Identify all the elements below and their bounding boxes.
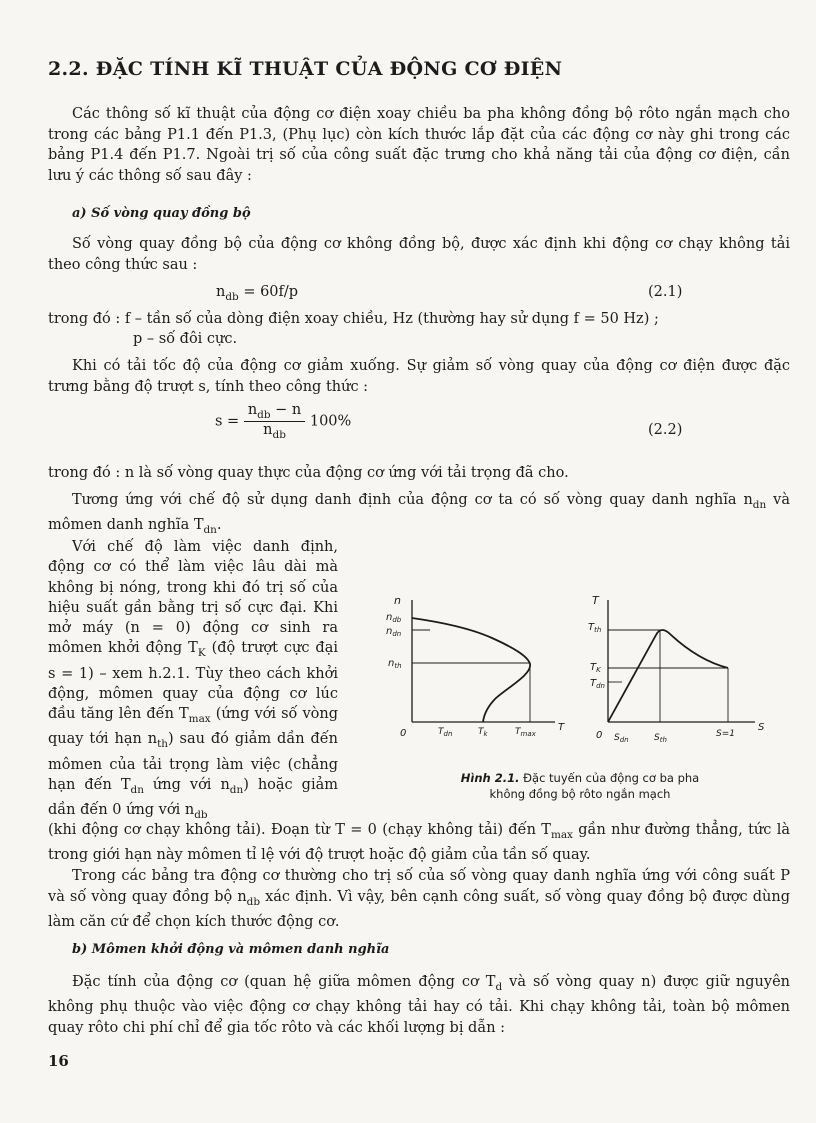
right-tdn-label: $T_{dn}$ [590, 678, 605, 690]
right-tth-label: $T_{th}$ [588, 622, 602, 634]
paragraph-slip: Khi có tải tốc độ của động cơ giảm xuống. Sự giảm số vòng quay của động cơ điện được đặc trưng bằng độ trượt s, tính theo công thức : [48, 358, 790, 395]
left-x-label: T [558, 722, 565, 733]
left-y-label: n [394, 594, 401, 607]
where-clause-1: trong đó : f – tần số của dòng điện xoay chiều, Hz (thường hay sử dụng f = 50 Hz) ; [48, 311, 659, 327]
paragraph-starting-torque: Với chế độ làm việc danh định, động cơ có thể làm việc lâu dài mà không bị nóng, trong khi đó trị số của hiệu suất gần bằng trị số cực đại. Khi mở máy (n = 0) động cơ sinh ra mômen khởi động $T_K$ (độ trượt cực đại s = 1) – xem h.2.1. Tùy theo cách khởi động, mômen quay của động cơ lúc đầu tăng lên đến $T_{max}$ (ứng với số vòng quay tới hạn $n_{th}$) sau đó giảm dần đến mômen của tải trọng làm việc (chẳng hạn đến $T_{dn}$ ứng với $n_{dn}$) hoặc giảm dần đến 0 ứng với $n_{db}$ [48, 539, 339, 822]
paragraph-intro: Các thông số kĩ thuật của động cơ điện xoay chiều ba pha không đồng bộ rôto ngắn mạch cho trong các bảng P1.1 đến P1.3, (Phụ lục) còn kích thước lắp đặt của các động cơ này ghi trong các bảng P1.4 đến P1.7. Ngoài trị số của công suất đặc trưng cho khả năng tải của động cơ điện, cần lưu ý các thông số sau đây : [48, 106, 790, 184]
paragraph-selection: Trong các bảng tra động cơ thường cho trị số của số vòng quay danh nghĩa ứng với công suất P và số vòng quay đồng bộ $n_{db}$ xác định. Vì vậy, bên cạnh công suất, số vòng quay đồng bộ được dùng làm căn cứ để chọn kích thước động cơ. [48, 868, 790, 930]
subheading-b: b) Mômen khởi động và mômen danh nghĩa [72, 942, 390, 957]
right-tk-label: $T_K$ [590, 662, 601, 674]
left-tk-label: $T_k$ [478, 727, 488, 738]
right-sdn-label: $S_{dn}$ [614, 733, 629, 744]
left-speed-torque-curve [412, 618, 530, 722]
paragraph-sync-speed: Số vòng quay đồng bộ của động cơ không đồng bộ, được xác định khi động cơ chạy không tải theo công thức sau : [48, 236, 790, 273]
right-x-label: S [758, 722, 765, 733]
left-tmax-label: $T_{max}$ [515, 727, 536, 738]
left-ndn-label: $n_{dn}$ [386, 626, 402, 638]
right-torque-slip-curve [608, 630, 728, 722]
where-clause-1b: p – số đôi cực. [133, 331, 238, 347]
equation-2-2: s = $\frac{n_{db} - n}{n_{db}}$ 100% [215, 402, 352, 441]
subheading-a: a) Số vòng quay đồng bộ [72, 206, 251, 221]
equation-2-1-number: (2.1) [648, 284, 683, 300]
right-origin: 0 [596, 730, 603, 741]
paragraph-linear-range: (khi động cơ chạy không tải). Đoạn từ T = 0 (chạy không tải) đến $T_{max}$ gần như đường thẳng, tức là trong giới hạn này mômen tỉ lệ với độ trượt hoặc độ giảm của tần số quay. [48, 822, 790, 864]
paragraph-characteristic: Đặc tính của động cơ (quan hệ giữa mômen động cơ $T_d$ và số vòng quay n) được giữ nguyên không phụ thuộc vào việc động cơ chạy không tải hay có tải. Khi chạy không tải, toàn bộ mômen quay rôto chi phí chỉ để gia tốc rôto và các khối lượng bị dẫn : [48, 974, 790, 1036]
figure-caption: Hình 2.1. Đặc tuyến của động cơ ba pha không đồng bộ rôto ngắn mạch [460, 771, 700, 801]
equation-2-2-number: (2.2) [648, 422, 683, 438]
right-y-label: T [592, 594, 599, 607]
page-number: 16 [48, 1052, 69, 1070]
left-ndb-label: $n_{db}$ [386, 612, 402, 624]
right-sth-label: $S_{th}$ [654, 733, 667, 744]
paragraph-rated: Tương ứng với chế độ sử dụng danh định của động cơ ta có số vòng quay danh nghĩa $n_{dn}$ và mômen danh nghĩa $T_{dn}$. [48, 492, 790, 537]
left-origin: 0 [400, 728, 407, 739]
equation-2-1: $n_{db} = 60f/p$ [216, 284, 299, 303]
left-tdn-label: $T_{dn}$ [438, 727, 453, 738]
fraction: $\frac{n_{db} - n}{n_{db}}$ [244, 402, 305, 441]
figure-2-1 [370, 590, 770, 755]
where-clause-2: trong đó : n là số vòng quay thực của động cơ ứng với tải trọng đã cho. [48, 465, 569, 481]
left-nth-label: $n_{th}$ [388, 658, 402, 670]
right-s1-label: S=1 [716, 729, 735, 739]
section-title: 2.2. ĐẶC TÍNH KĨ THUẬT CỦA ĐỘNG CƠ ĐIỆN [48, 58, 563, 80]
